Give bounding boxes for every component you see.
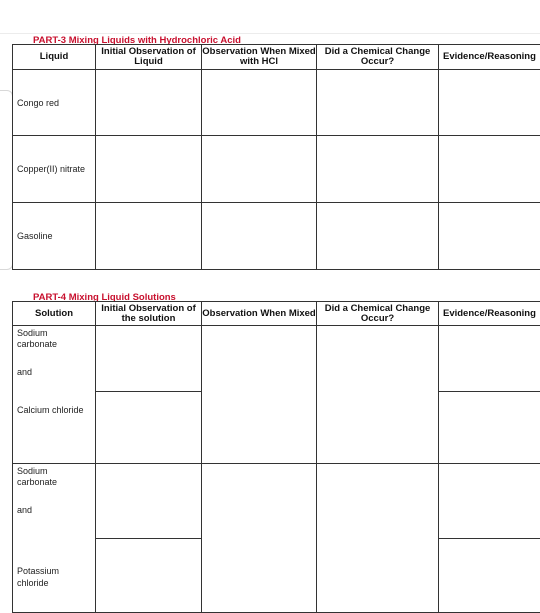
- part4-table: [12, 301, 540, 613]
- table-row: [13, 464, 540, 539]
- part4-header-solution: Solution: [13, 302, 96, 326]
- table-row: [13, 203, 540, 270]
- solution-second-label: Calcium chloride: [17, 405, 95, 415]
- part4-header-mixed: Observation When Mixed: [202, 302, 317, 326]
- part3-header-row: [13, 45, 540, 70]
- part3-liquid-cell: Copper(II) nitrate: [13, 136, 96, 203]
- table-row: [13, 136, 540, 203]
- part3-mixed-cell[interactable]: [202, 203, 317, 270]
- part4-mixed-cell[interactable]: [202, 326, 317, 464]
- part4-header-initial: Initial Observation of the solution: [96, 302, 202, 326]
- part3-table: [12, 44, 540, 270]
- part4-title: PART-4 Mixing Liquid Solutions: [33, 292, 176, 303]
- part3-liquid-cell: Congo red: [13, 70, 96, 136]
- table-row: [13, 70, 540, 136]
- solution-joiner-label: and: [17, 505, 95, 515]
- part4-mixed-cell[interactable]: [202, 464, 317, 613]
- part4-solution-cell: [13, 464, 96, 613]
- part4-header-change: Did a Chemical Change Occur?: [317, 302, 439, 326]
- part3-title: PART-3 Mixing Liquids with Hydrochloric Acid: [33, 35, 241, 46]
- part3-header-evidence: Evidence/Reasoning: [439, 45, 540, 70]
- part4-evidence-cell[interactable]: [439, 392, 540, 464]
- part3-evidence-cell[interactable]: [439, 70, 540, 136]
- part3-header-mixed: Observation When Mixed with HCl: [202, 45, 317, 70]
- part4-change-cell[interactable]: [317, 326, 439, 464]
- part3-header-change: Did a Chemical Change Occur?: [317, 45, 439, 70]
- part3-liquid-cell: Gasoline: [13, 203, 96, 270]
- table-row: [13, 326, 540, 392]
- part4-evidence-cell[interactable]: [439, 326, 540, 392]
- part3-evidence-cell[interactable]: [439, 203, 540, 270]
- part4-evidence-cell[interactable]: [439, 539, 540, 613]
- part4-initial-cell[interactable]: [96, 392, 202, 464]
- part3-header-initial: Initial Observation of Liquid: [96, 45, 202, 70]
- part3-evidence-cell[interactable]: [439, 136, 540, 203]
- part3-change-cell[interactable]: [317, 70, 439, 136]
- solution-first-label: Sodium carbonate: [17, 466, 77, 488]
- solution-joiner-label: and: [17, 367, 95, 377]
- part4-initial-cell[interactable]: [96, 539, 202, 613]
- part3-initial-cell[interactable]: [96, 136, 202, 203]
- part4-change-cell[interactable]: [317, 464, 439, 613]
- part4-header-row: [13, 302, 540, 326]
- part4-initial-cell[interactable]: [96, 464, 202, 539]
- part4-evidence-cell[interactable]: [439, 464, 540, 539]
- part3-initial-cell[interactable]: [96, 203, 202, 270]
- part4-header-evidence: Evidence/Reasoning: [439, 302, 540, 326]
- part3-mixed-cell[interactable]: [202, 136, 317, 203]
- part4-initial-cell[interactable]: [96, 326, 202, 392]
- part3-change-cell[interactable]: [317, 203, 439, 270]
- part3-mixed-cell[interactable]: [202, 70, 317, 136]
- part3-initial-cell[interactable]: [96, 70, 202, 136]
- part3-change-cell[interactable]: [317, 136, 439, 203]
- solution-first-label: Sodium carbonate: [17, 328, 77, 350]
- page-top-divider: [0, 33, 540, 34]
- solution-second-label: Potassium chloride: [17, 565, 77, 589]
- part4-solution-cell: [13, 326, 96, 464]
- part3-header-liquid: Liquid: [13, 45, 96, 70]
